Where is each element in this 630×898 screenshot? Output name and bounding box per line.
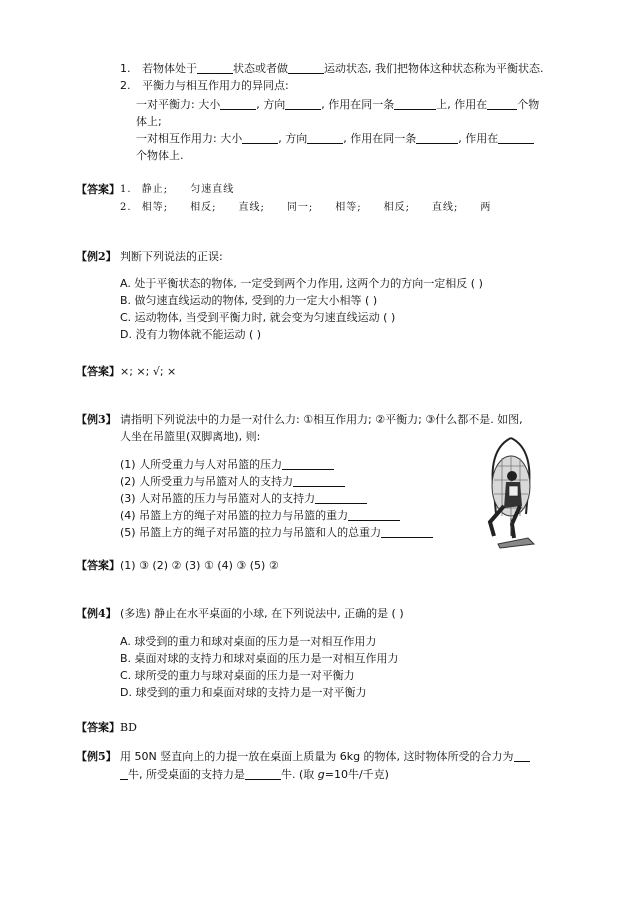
blank [307, 131, 343, 144]
example-4-option-b: B. 桌面对球的支持力和球对桌面的压力是一对相互作用力 [120, 652, 399, 665]
blank [514, 749, 530, 762]
review-q2: 2. 平衡力与相互作用力的异同点: [120, 79, 289, 92]
example-3-item-1: (1) 人所受重力与人对吊篮的压力 [120, 456, 334, 473]
blank [315, 491, 367, 504]
example-3-item-4: (4) 吊篮上方的绳子对吊篮的拉力与吊篮的重力 [120, 507, 400, 524]
example-5-line2: 牛, 所受桌面的支持力是 牛. (取 g=10牛/千克) [120, 766, 389, 783]
example-2-answer: ×; ×; √; × [120, 365, 177, 378]
example-4-label: 【例4】 [76, 607, 117, 620]
blank [394, 97, 436, 110]
example-2-option-c: C. 运动物体, 当受到平衡力时, 就会变为匀速直线运动 ( ) [120, 311, 396, 324]
example-2-option-d: D. 没有力物体就不能运动 ( ) [120, 328, 262, 341]
balance-line: 一对平衡力: 大小 , 方向 , 作用在同一条 上, 作用在 个物 [136, 98, 540, 111]
example-4-answer: BD [120, 721, 137, 734]
blank [242, 131, 278, 144]
blank [487, 97, 517, 110]
answer-label: 【答案】 [76, 721, 120, 734]
answer-label: 【答案】 [76, 365, 120, 378]
balance-line-cont: 体上; [136, 115, 162, 128]
mutual-line: 一对相互作用力: 大小 , 方向 , 作用在同一条 , 作用在 [136, 130, 534, 147]
blank [197, 61, 233, 74]
example-5-line1: 用 50N 竖直向上的力提一放在桌面上质量为 6kg 的物体, 这时物体所受的合力为 [120, 748, 530, 765]
example-3-item-3: (3) 人对吊篮的压力与吊篮对人的支持力 [120, 490, 367, 507]
blank [220, 97, 256, 110]
example-3-label: 【例3】 [76, 413, 117, 426]
example-4-option-c: C. 球所受的重力与球对桌面的压力是一对平衡力 [120, 669, 355, 682]
blank [381, 525, 433, 538]
example-4-option-d: D. 球受到的重力和桌面对球的支持力是一对平衡力 [120, 686, 367, 699]
example-2-option-b: B. 做匀速直线运动的物体, 受到的力一定大小相等 ( ) [120, 294, 378, 307]
blank [120, 767, 128, 780]
example-4-title: (多选) 静止在水平桌面的小球, 在下列说法中, 正确的是 ( ) [120, 607, 404, 620]
answer1-line2: 2. 相等; 相反; 直线; 同一; 相等; 相反; 直线; 两 [120, 202, 492, 213]
mutual-line-cont: 个物体上. [136, 149, 184, 162]
blank [293, 474, 345, 487]
blank [416, 131, 458, 144]
answer-label: 【答案】 [76, 183, 120, 196]
example-3-item-5: (5) 吊篮上方的绳子对吊篮的拉力与吊篮和人的总重力 [120, 524, 433, 541]
example-4-option-a: A. 球受到的重力和球对桌面的压力是一对相互作用力 [120, 635, 377, 648]
blank [245, 767, 281, 780]
hanging-basket-illustration [482, 436, 540, 550]
example-3-answer: (1) ③ (2) ② (3) ① (4) ③ (5) ② [120, 559, 279, 572]
blank [348, 508, 400, 521]
example-2-label: 【例2】 [76, 250, 117, 263]
blank [498, 131, 534, 144]
answer1-line1: 1. 静止; 匀速直线 [120, 184, 235, 195]
blank [285, 97, 321, 110]
blank [288, 61, 324, 74]
blank [282, 457, 334, 470]
answer-label: 【答案】 [76, 559, 120, 572]
example-3-item-2: (2) 人所受重力与吊篮对人的支持力 [120, 473, 345, 490]
example-2-title: 判断下列说法的正误: [120, 250, 223, 263]
example-3-line2: 人坐在吊篮里(双脚离地), 则: [120, 430, 261, 443]
example-2-option-a: A. 处于平衡状态的物体, 一定受到两个力作用, 这两个力的方向一定相反 ( ) [120, 277, 483, 290]
example-5-label: 【例5】 [76, 750, 117, 763]
review-q1: 1. 若物体处于 状态或者做 运动状态, 我们把物体这种状态称为平衡状态. [120, 62, 544, 75]
example-3-line1: 请指明下列说法中的力是一对什么力: ①相互作用力; ②平衡力; ③什么都不是. 如图, [120, 413, 523, 426]
